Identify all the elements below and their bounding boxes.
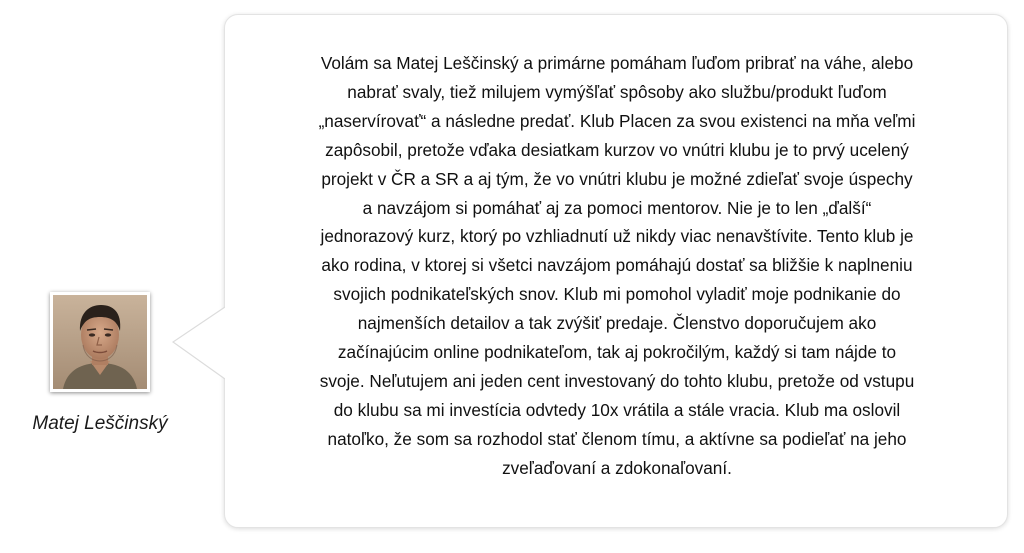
author-name: Matej Leščinský <box>32 413 168 434</box>
quote-bubble <box>224 14 1008 528</box>
avatar <box>50 292 150 392</box>
avatar-photo <box>53 295 147 389</box>
bubble-tail <box>172 306 228 380</box>
testimonial-text: Volám sa Matej Leščinský a primárne pomáham ľuďom pribrať na váhe, alebo nabrať svaly, tiež milujem vymýšľať spôsoby ako službu/produkt ľuďom „naservírovať“ a následne predať. Klub Placen za svou existenci na mňa veľmi zapôsobil, pretože vďaka desiatkam kurzov vo vnútri klubu je to prvý ucelený projekt v ČR a SR a aj tým, že vo vnútri klubu je možné zdieľať svoje úspechy a navzájom si pomáhať aj za pomoci mentorov. Nie je to len „ďalší“ jednorazový kurz, ktorý po vzhliadnutí už nikdy viac nenavštívite. Tento klub je ako rodina, v ktorej si všetci navzájom pomáhajú dostať sa bližšie k naplneniu svojich podnikateľských snov. Klub mi pomohol vyladiť moje podnikanie do najmenších detailov a tak zvýšiť predaje. Členstvo doporučujem ako začínajúcim online podnikateľom, tak aj pokročilým, každý si tam nájde to svoje. Neľutujem ani jeden cent investovaný do tohto klubu, pretože od vstupu do klubu sa mi investícia odvtedy 10x vrátila a stále vracia. Klub ma oslovil natoľko, že som sa rozhodol stať členom tímu, a aktívne sa podieľať na jeho zveľaďovaní a zdokonaľovaní. <box>318 53 916 478</box>
author-block <box>14 292 186 435</box>
